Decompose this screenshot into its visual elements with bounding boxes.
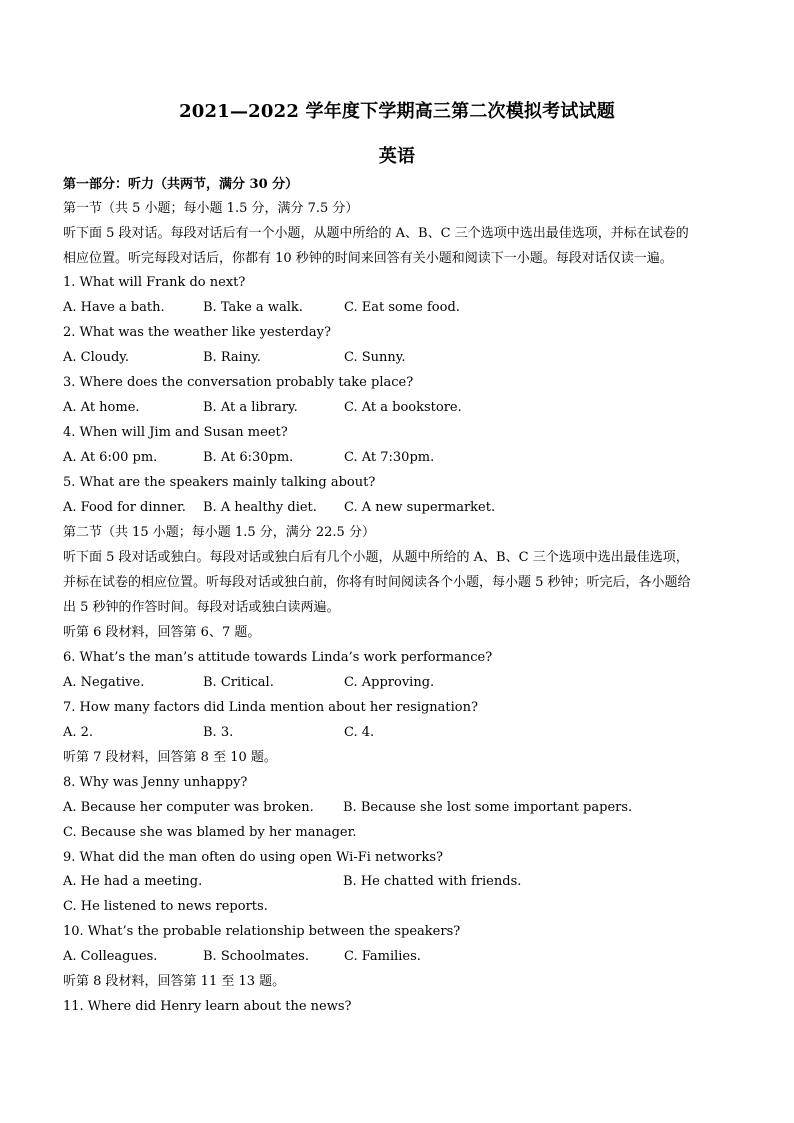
question-7-options xyxy=(63,724,754,741)
option-b: B. At a library. xyxy=(203,400,298,415)
option-b: B. Critical. xyxy=(203,675,274,690)
option-a: A. Have a bath. xyxy=(63,300,165,315)
question-9-options-ab xyxy=(63,873,754,890)
option-a: A. Because her computer was broken. xyxy=(63,800,314,815)
question-10-stem: 10. What’s the probable relationship between the speakers? xyxy=(63,924,461,939)
option-a: A. Cloudy. xyxy=(63,350,130,365)
option-c: C. At a bookstore. xyxy=(344,400,462,415)
option-b: B. He chatted with friends. xyxy=(343,874,522,889)
option-a: A. At home. xyxy=(63,400,140,415)
option-a: A. At 6:00 pm. xyxy=(63,450,158,465)
option-a: A. Negative. xyxy=(63,675,145,690)
section1-instruction-line-1: 听下面 5 段对话。每段对话后有一个小题，从题中所给的 A、B、C 三个选项中选出最佳选项，并标在试卷的 xyxy=(63,226,689,241)
option-b: B. Because she lost some important papers. xyxy=(343,800,633,815)
question-8-stem: 8. Why was Jenny unhappy? xyxy=(63,775,248,790)
option-c: C. 4. xyxy=(344,725,375,740)
section1-instruction-line-2: 相应位置。听完每段对话后，你都有 10 秒钟的时间来回答有关小题和阅读下一小题。每段对话仅读一遍。 xyxy=(63,251,673,266)
question-2-stem: 2. What was the weather like yesterday? xyxy=(63,325,331,340)
option-c: C. Families. xyxy=(344,949,421,964)
material-8-note: 听第 8 段材料，回答第 11 至 13 题。 xyxy=(63,974,286,989)
question-10-options xyxy=(63,948,754,965)
option-b: B. Schoolmates. xyxy=(203,949,309,964)
question-5-options xyxy=(63,499,754,516)
option-c: C. Eat some food. xyxy=(344,300,460,315)
section1-heading: 第一节（共 5 小题；每小题 1.5 分，满分 7.5 分） xyxy=(63,201,359,216)
section2-heading: 第二节（共 15 小题；每小题 1.5 分，满分 22.5 分） xyxy=(63,525,375,540)
option-b: B. A healthy diet. xyxy=(203,500,317,515)
section2-instruction-line-2: 并标在试卷的相应位置。听每段对话或独白前，你将有时间阅读各个小题，每小题 5 秒钟；听完后，各小题给 xyxy=(63,575,691,590)
question-1-options xyxy=(63,299,754,316)
material-6-note: 听第 6 段材料，回答第 6、7 题。 xyxy=(63,625,261,640)
option-c: C. Sunny. xyxy=(344,350,406,365)
question-4-stem: 4. When will Jim and Susan meet? xyxy=(63,425,288,440)
option-c: C. At 7:30pm. xyxy=(344,450,435,465)
question-2-options xyxy=(63,349,754,366)
option-a: A. 2. xyxy=(63,725,94,740)
page-title: 2021—2022 学年度下学期高三第二次模拟考试试题 xyxy=(179,101,615,122)
question-9-stem: 9. What did the man often do using open Wi-Fi networks? xyxy=(63,850,444,865)
option-a: A. He had a meeting. xyxy=(63,874,203,889)
question-8-options-ab xyxy=(63,799,754,816)
option-a: A. Food for dinner. xyxy=(63,500,186,515)
option-b: B. Rainy. xyxy=(203,350,261,365)
question-7-stem: 7. How many factors did Linda mention about her resignation? xyxy=(63,700,478,715)
question-6-options xyxy=(63,674,754,691)
option-c: C. Approving. xyxy=(344,675,435,690)
option-b: B. 3. xyxy=(203,725,234,740)
question-9-option-c: C. He listened to news reports. xyxy=(63,899,268,914)
question-4-options xyxy=(63,449,754,466)
option-b: B. At 6:30pm. xyxy=(203,450,294,465)
question-11-stem: 11. Where did Henry learn about the news? xyxy=(63,999,352,1014)
option-b: B. Take a walk. xyxy=(203,300,303,315)
part1-heading: 第一部分：听力（共两节，满分 30 分） xyxy=(63,177,299,192)
subject-title: 英语 xyxy=(378,146,416,167)
option-c: C. A new supermarket. xyxy=(344,500,496,515)
question-1-stem: 1. What will Frank do next? xyxy=(63,275,246,290)
question-5-stem: 5. What are the speakers mainly talking about? xyxy=(63,475,376,490)
section2-instruction-line-1: 听下面 5 段对话或独白。每段对话或独白后有几个小题，从题中所给的 A、B、C 三个选项中选出最佳选项， xyxy=(63,550,689,565)
question-3-options xyxy=(63,399,754,416)
section2-instruction-line-3: 出 5 秒钟的作答时间。每段对话或独白读两遍。 xyxy=(63,600,340,615)
question-8-option-c: C. Because she was blamed by her manager. xyxy=(63,825,357,840)
material-7-note: 听第 7 段材料，回答第 8 至 10 题。 xyxy=(63,750,277,765)
option-a: A. Colleagues. xyxy=(63,949,158,964)
question-3-stem: 3. Where does the conversation probably take place? xyxy=(63,375,414,390)
question-6-stem: 6. What’s the man’s attitude towards Linda’s work performance? xyxy=(63,650,493,665)
